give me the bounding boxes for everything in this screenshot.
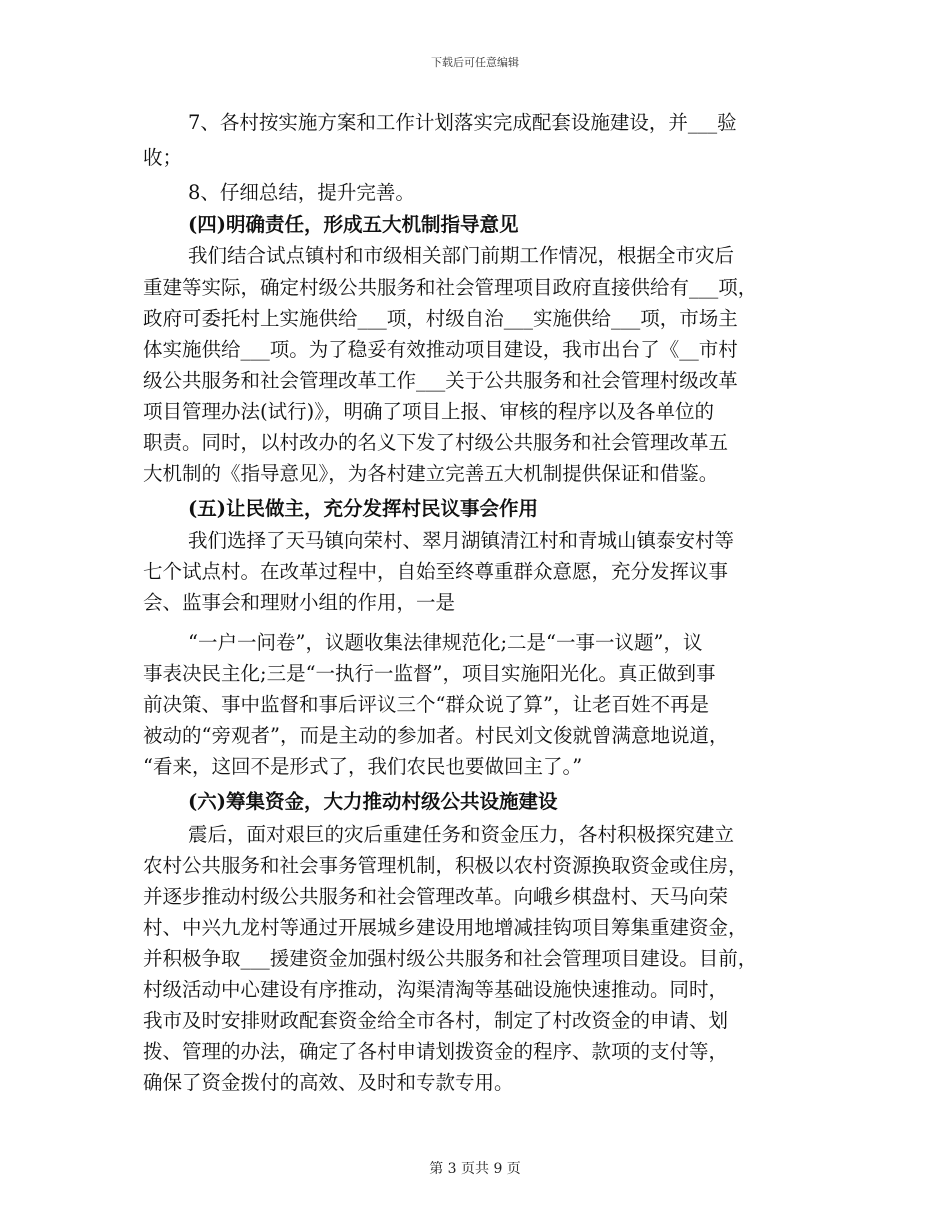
text-line: 会、监事会和理财小组的作用，一是 bbox=[143, 591, 456, 614]
text-line: 并逐步推动村级公共服务和社会管理改革。向峨乡棋盘村、天马向荣 bbox=[143, 885, 729, 908]
text-line: 确保了资金拨付的高效、及时和专款专用。 bbox=[143, 1071, 514, 1094]
text-line: 大机制的《指导意见》，为各村建立完善五大机制提供保证和借鉴。 bbox=[143, 462, 719, 485]
text-line: 七个试点村。在改革过程中，自始至终尊重群众意愿，充分发挥议事 bbox=[143, 560, 729, 583]
page-header-note: 下载后可任意编辑 bbox=[431, 56, 519, 69]
text-line: 事表决民主化;三是“一执行一监督”，项目实施阳光化。真正做到事 bbox=[143, 662, 716, 685]
text-line: 前决策、事中监督和事后评议三个“群众说了算”，让老百姓不再是 bbox=[143, 693, 709, 716]
text-line: 收； bbox=[143, 146, 183, 169]
text-line: “看来，这回不是形式了，我们农民也要做回主了。” bbox=[143, 755, 583, 778]
text-line: 我们选择了天马镇向荣村、翠月湖镇清江村和青城山镇泰安村等 bbox=[188, 529, 735, 552]
text-line: 并积极争取___援建资金加强村级公共服务和社会管理项目建设。目前， bbox=[143, 947, 758, 970]
text-line: 我们结合试点镇村和市级相关部门前期工作情况，根据全市灾后 bbox=[188, 244, 735, 267]
text-line: 政府可委托村上实施供给___项，村级自治___实施供给___项，市场主 bbox=[143, 307, 738, 330]
text-line: “一户一问卷”，议题收集法律规范化;二是“一事一议题”，议 bbox=[188, 631, 703, 654]
text-line: 7、各村按实施方案和工作计划落实完成配套设施建设，并___验 bbox=[188, 111, 737, 134]
section-heading: (四)明确责任，形成五大机制指导意见 bbox=[188, 213, 519, 236]
text-line: 体实施供给___项。为了稳妥有效推动项目建设，我市出台了《__市村 bbox=[143, 338, 738, 361]
section-heading: (六)筹集资金，大力推动村级公共设施建设 bbox=[188, 790, 558, 813]
text-line: 农村公共服务和社会事务管理机制，积极以农村资源换取资金或住房， bbox=[143, 854, 748, 877]
text-line: 级公共服务和社会管理改革工作___关于公共服务和社会管理村级改革 bbox=[143, 369, 738, 392]
text-line: 震后，面对艰巨的灾后重建任务和资金压力，各村积极探究建立 bbox=[188, 823, 735, 846]
text-line: 村、中兴九龙村等通过开展城乡建设用地增减挂钩项目筹集重建资金， bbox=[143, 916, 748, 939]
text-line: 职责。同时，以村改办的名义下发了村级公共服务和社会管理改革五 bbox=[143, 431, 729, 454]
text-line: 拨、管理的办法，确定了各村申请划拨资金的程序、款项的支付等， bbox=[143, 1040, 729, 1063]
page-number-footer: 第 3 页共 9 页 bbox=[429, 1161, 521, 1177]
text-line: 重建等实际，确定村级公共服务和社会管理项目政府直接供给有___项， bbox=[143, 276, 758, 299]
text-line: 8、仔细总结，提升完善。 bbox=[188, 181, 415, 204]
text-line: 村级活动中心建设有序推动，沟渠清淘等基础设施快速推动。同时， bbox=[143, 978, 729, 1001]
section-heading: (五)让民做主，充分发挥村民议事会作用 bbox=[188, 497, 538, 520]
text-line: 项目管理办法(试行)》，明确了项目上报、审核的程序以及各单位的 bbox=[143, 400, 714, 423]
text-line: 我市及时安排财政配套资金给全市各村，制定了村改资金的申请、划 bbox=[143, 1009, 729, 1032]
text-line: 被动的“旁观者”，而是主动的参加者。村民刘文俊就曾满意地说道， bbox=[143, 724, 729, 747]
